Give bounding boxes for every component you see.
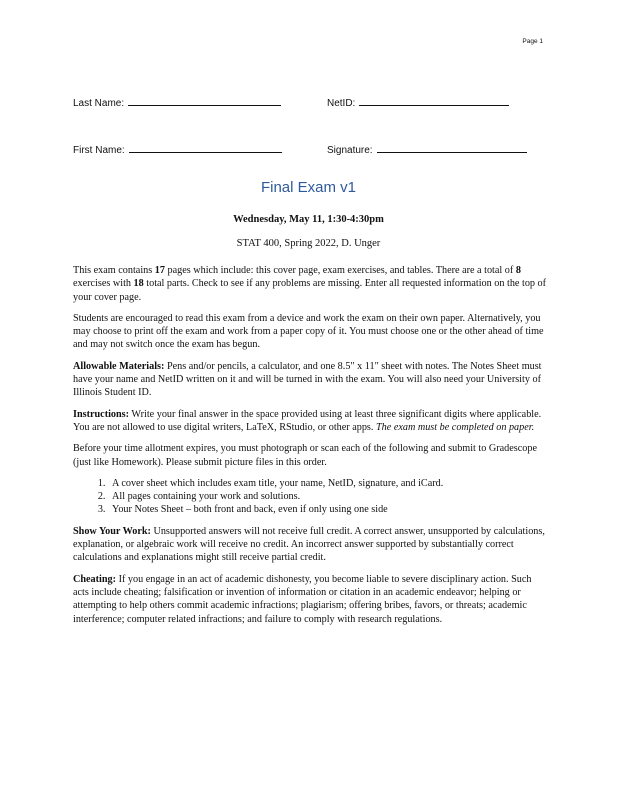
last-name-label: Last Name:: [73, 98, 125, 109]
intro-paragraph: This exam contains 17 pages which include: this cover page, exam exercises, and tables. There are a total of 8 exercises with 18 total parts. Check to see if any problems are missing. Enter all requested information on the top of your cover page.: [73, 265, 547, 303]
netid-label: NetID:: [327, 98, 356, 109]
submit-list: [73, 477, 548, 517]
first-name-row: [73, 142, 282, 156]
list-item: 1. A cover sheet which includes exam title, your name, NetID, signature, and iCard.: [108, 477, 548, 490]
cheating-paragraph: Cheating: If you engage in an act of academic dishonesty, you become liable to severe disciplinary action. Such acts include cheating; falsification or invention of information or citation in an academic endeavor; helping or attempting to help others commit academic infractions; plagiarism; offering bribes, favors, or threats; academic interference; computer related infractions; and failure to comply with research regulations.: [73, 573, 532, 625]
first-name-line[interactable]: [129, 142, 282, 153]
netid-row: [327, 95, 509, 109]
signature-row: [327, 142, 527, 156]
signature-line[interactable]: [377, 142, 527, 153]
list-item: 3. Your Notes Sheet – both front and back, even if only using one side: [108, 503, 548, 516]
first-name-label: First Name:: [73, 145, 125, 156]
submit-intro-paragraph: Before your time allotment expires, you must photograph or scan each of the following and submit to Gradescope (just like Homework). Please submit picture files in this order.: [73, 443, 537, 468]
exam-title: Final Exam v1: [260, 179, 357, 196]
course-info: STAT 400, Spring 2022, D. Unger: [236, 238, 381, 249]
instructions-label: Instructions:: [73, 408, 130, 420]
page-number: Page 1: [522, 38, 543, 45]
signature-label: Signature:: [327, 145, 373, 156]
exam-date: Wednesday, May 11, 1:30-4:30pm: [233, 214, 384, 225]
last-name-line[interactable]: [128, 95, 281, 106]
materials-paragraph: Allowable Materials: Pens and/or pencils, a calculator, and one 8.5" x 11" sheet with notes. The Notes Sheet must have your name and NetID written on it and will be turned in with the exam. You will also need your University of Illinois Student ID.: [73, 360, 542, 399]
cheating-label: Cheating:: [73, 573, 117, 585]
materials-label: Allowable Materials:: [73, 360, 165, 372]
list-item: 2. All pages containing your work and solutions.: [108, 490, 548, 503]
instructions-body: [73, 264, 548, 634]
last-name-row: [73, 95, 281, 109]
instructions-paragraph: Instructions: Write your final answer in the space provided using at least three significant digits where applicable. You are not allowed to use digital writers, LaTeX, RStudio, or other apps. The exam must be completed on paper.: [73, 408, 542, 433]
netid-line[interactable]: [359, 95, 509, 106]
device-paragraph: Students are encouraged to read this exam from a device and work the exam on their own paper. Alternatively, you may choose to print off the exam and work from a paper copy of it. You must choose one or the other ahead of time and may not switch once the exam has begun.: [73, 312, 544, 351]
show-work-label: Show Your Work:: [73, 525, 151, 537]
show-work-paragraph: Show Your Work: Unsupported answers will not receive full credit. A correct answer, unsupported by calculations, explanation, or algebraic work will receive no credit. An incorrect answer supported by substantially correct calculations and explanations might still receive partial credit.: [73, 525, 545, 564]
